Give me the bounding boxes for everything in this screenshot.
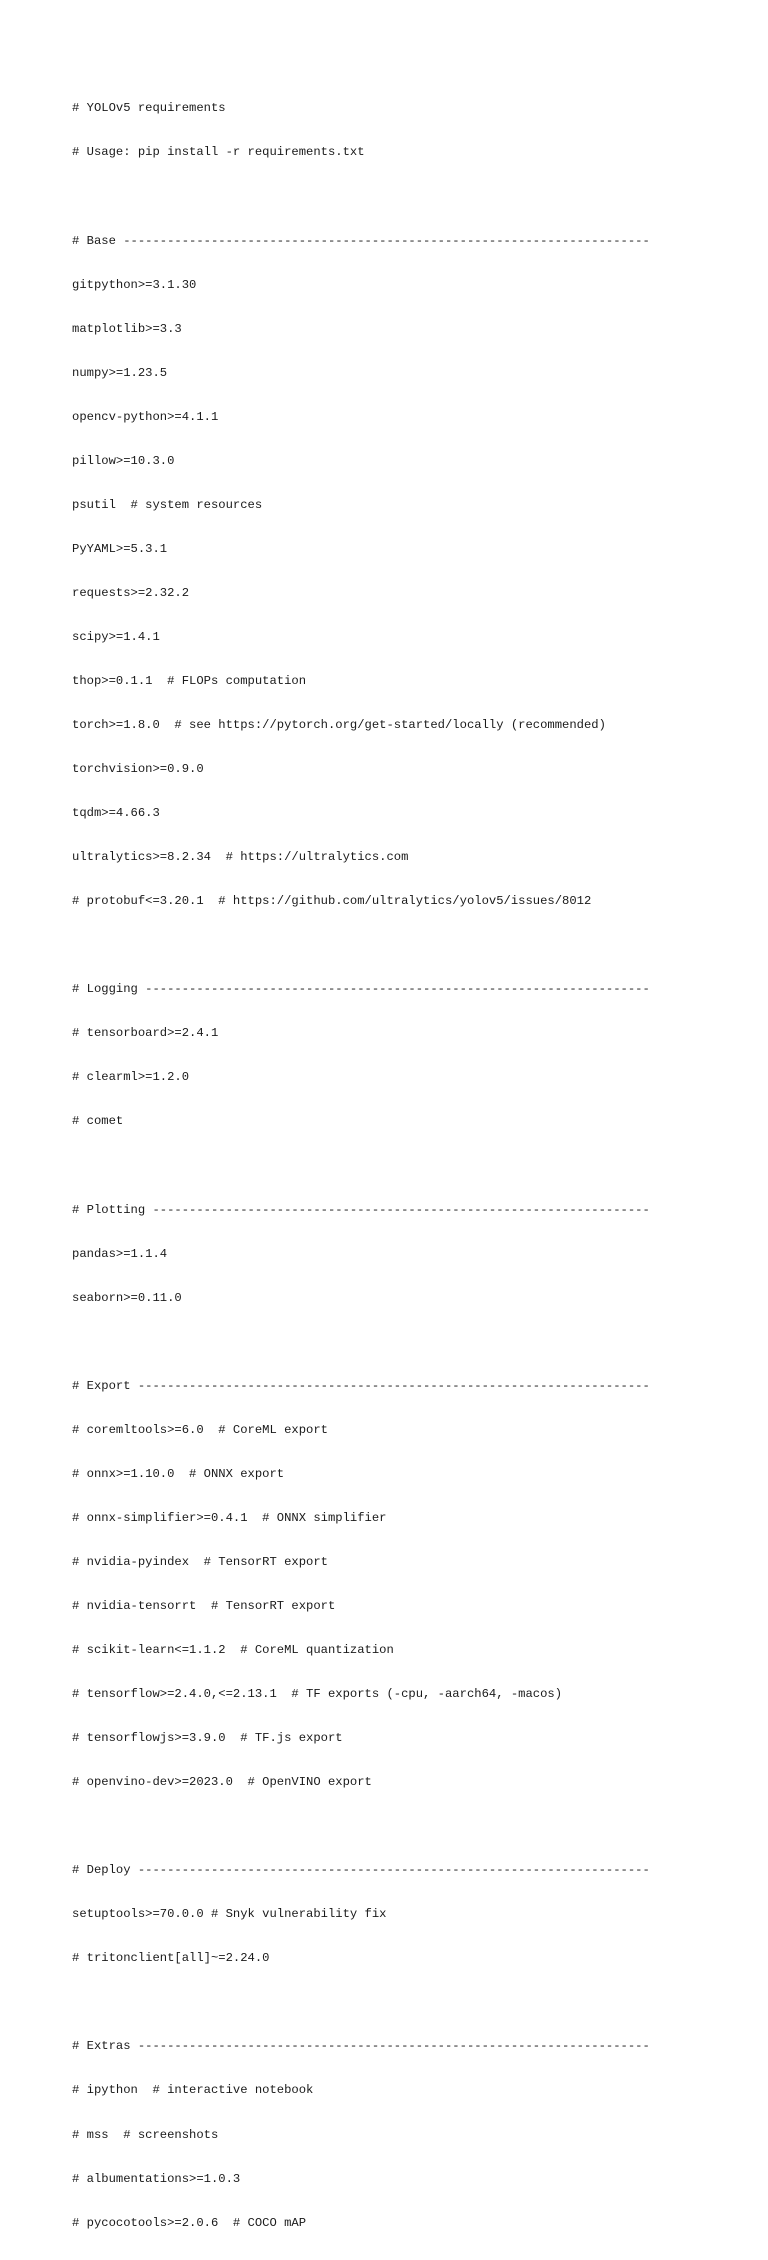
document-line: PyYAML>=5.3.1 [72, 541, 168, 556]
document-line: requests>=2.32.2 [72, 585, 190, 600]
document-line: # protobuf<=3.20.1 # https://github.com/ultralytics/yolov5/issues/8012 [72, 894, 592, 909]
document-line: # comet [72, 1114, 124, 1129]
section-header-plotting: # Plotting -------------------------------------------------------------------- [72, 1202, 650, 1217]
section-header-export: # Export ---------------------------------------------------------------------- [72, 1378, 650, 1393]
document-line [72, 1995, 650, 2010]
section-header-logging: # Logging --------------------------------------------------------------------- [72, 982, 650, 997]
document-line: # ipython # interactive notebook [72, 2083, 314, 2098]
document-line: # Usage: pip install -r requirements.txt [72, 145, 365, 160]
document-line [72, 1335, 650, 1350]
document-line: # albumentations>=1.0.3 [72, 2171, 241, 2186]
document-line [72, 938, 650, 953]
document-line: # tensorflowjs>=3.9.0 # TF.js export [72, 1731, 343, 1746]
document-line: # onnx>=1.10.0 # ONNX export [72, 1466, 285, 1481]
document-line: # mss # screenshots [72, 2127, 219, 2142]
document-line: setuptools>=70.0.0 # Snyk vulnerability fix [72, 1907, 387, 1922]
document-line: torchvision>=0.9.0 [72, 762, 204, 777]
document-line: thop>=0.1.1 # FLOPs computation [72, 673, 307, 688]
document-line: # tensorboard>=2.4.1 [72, 1026, 219, 1041]
document-line: pandas>=1.1.4 [72, 1246, 168, 1261]
document-line: matplotlib>=3.3 [72, 321, 182, 336]
document-line: gitpython>=3.1.30 [72, 277, 197, 292]
document-line: # onnx-simplifier>=0.4.1 # ONNX simplifier [72, 1510, 387, 1525]
document-line: pillow>=10.3.0 [72, 453, 175, 468]
document-line: # tensorflow>=2.4.0,<=2.13.1 # TF exports (-cpu, -aarch64, -macos) [72, 1687, 563, 1702]
document-line: # YOLOv5 requirements [72, 101, 226, 116]
requirements-text [72, 72, 650, 2260]
document-line: numpy>=1.23.5 [72, 365, 168, 380]
section-header-extras: # Extras ---------------------------------------------------------------------- [72, 2039, 650, 2054]
document-line: # coremltools>=6.0 # CoreML export [72, 1422, 328, 1437]
section-header-deploy: # Deploy ---------------------------------------------------------------------- [72, 1863, 650, 1878]
document-line: scipy>=1.4.1 [72, 629, 160, 644]
document-line: # clearml>=1.2.0 [72, 1070, 190, 1085]
document-line: # openvino-dev>=2023.0 # OpenVINO export [72, 1775, 372, 1790]
document-line: # tritonclient[all]~=2.24.0 [72, 1951, 270, 1966]
document-line: torch>=1.8.0 # see https://pytorch.org/get-started/locally (recommended) [72, 718, 606, 733]
section-header-base: # Base ------------------------------------------------------------------------ [72, 233, 650, 248]
document-line: psutil # system resources [72, 497, 263, 512]
document-line [72, 189, 650, 204]
document-line: # pycocotools>=2.0.6 # COCO mAP [72, 2215, 307, 2230]
document-line: # scikit-learn<=1.1.2 # CoreML quantization [72, 1643, 394, 1658]
document-line: # nvidia-tensorrt # TensorRT export [72, 1598, 336, 1613]
document-line: ultralytics>=8.2.34 # https://ultralytics.com [72, 850, 409, 865]
document-line: # nvidia-pyindex # TensorRT export [72, 1554, 328, 1569]
document-line [72, 1159, 650, 1174]
document-line: seaborn>=0.11.0 [72, 1290, 182, 1305]
document-line: opencv-python>=4.1.1 [72, 409, 219, 424]
document-line: tqdm>=4.66.3 [72, 806, 160, 821]
document-line [72, 1819, 650, 1834]
